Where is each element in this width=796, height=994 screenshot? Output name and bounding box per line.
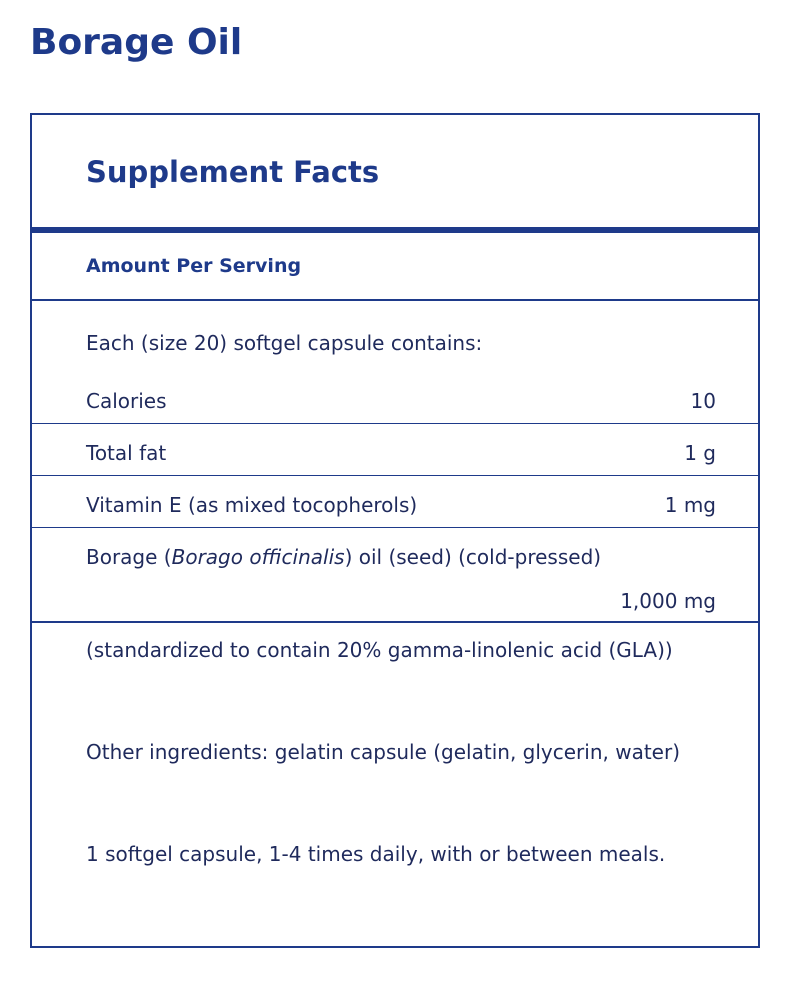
nutrient-amount: 1 g — [684, 441, 716, 465]
facts-header — [32, 115, 758, 233]
section-divider — [32, 621, 758, 623]
borage-name-prefix: Borage ( — [86, 545, 172, 569]
facts-title: Supplement Facts — [86, 155, 380, 189]
borage-latin-name: Borago officinalis — [171, 545, 345, 569]
nutrient-amount: 1,000 mg — [620, 589, 716, 613]
nutrient-name — [86, 545, 601, 569]
nutrient-amount: 1 mg — [664, 493, 716, 517]
serving-note: Each (size 20) softgel capsule contains: — [86, 331, 483, 355]
nutrient-name: Vitamin E (as mixed tocopherols) — [86, 493, 418, 517]
standardized-note: (standardized to contain 20% gamma-linolenic acid (GLA)) — [86, 638, 673, 662]
supplement-facts-panel — [30, 113, 760, 948]
nutrient-amount: 10 — [690, 389, 716, 413]
borage-name-suffix: ) oil (seed) (cold-pressed) — [344, 545, 602, 569]
row-divider — [32, 475, 758, 476]
amount-per-serving-row — [32, 233, 758, 301]
row-divider — [32, 423, 758, 424]
amount-per-serving-label: Amount Per Serving — [86, 255, 302, 277]
other-ingredients: Other ingredients: gelatin capsule (gelatin, glycerin, water) — [86, 740, 681, 764]
nutrient-name: Total fat — [86, 441, 167, 465]
product-title: Borage Oil — [30, 22, 243, 63]
nutrient-name: Calories — [86, 389, 167, 413]
row-divider — [32, 527, 758, 528]
directions: 1 softgel capsule, 1-4 times daily, with or between meals. — [86, 842, 666, 866]
